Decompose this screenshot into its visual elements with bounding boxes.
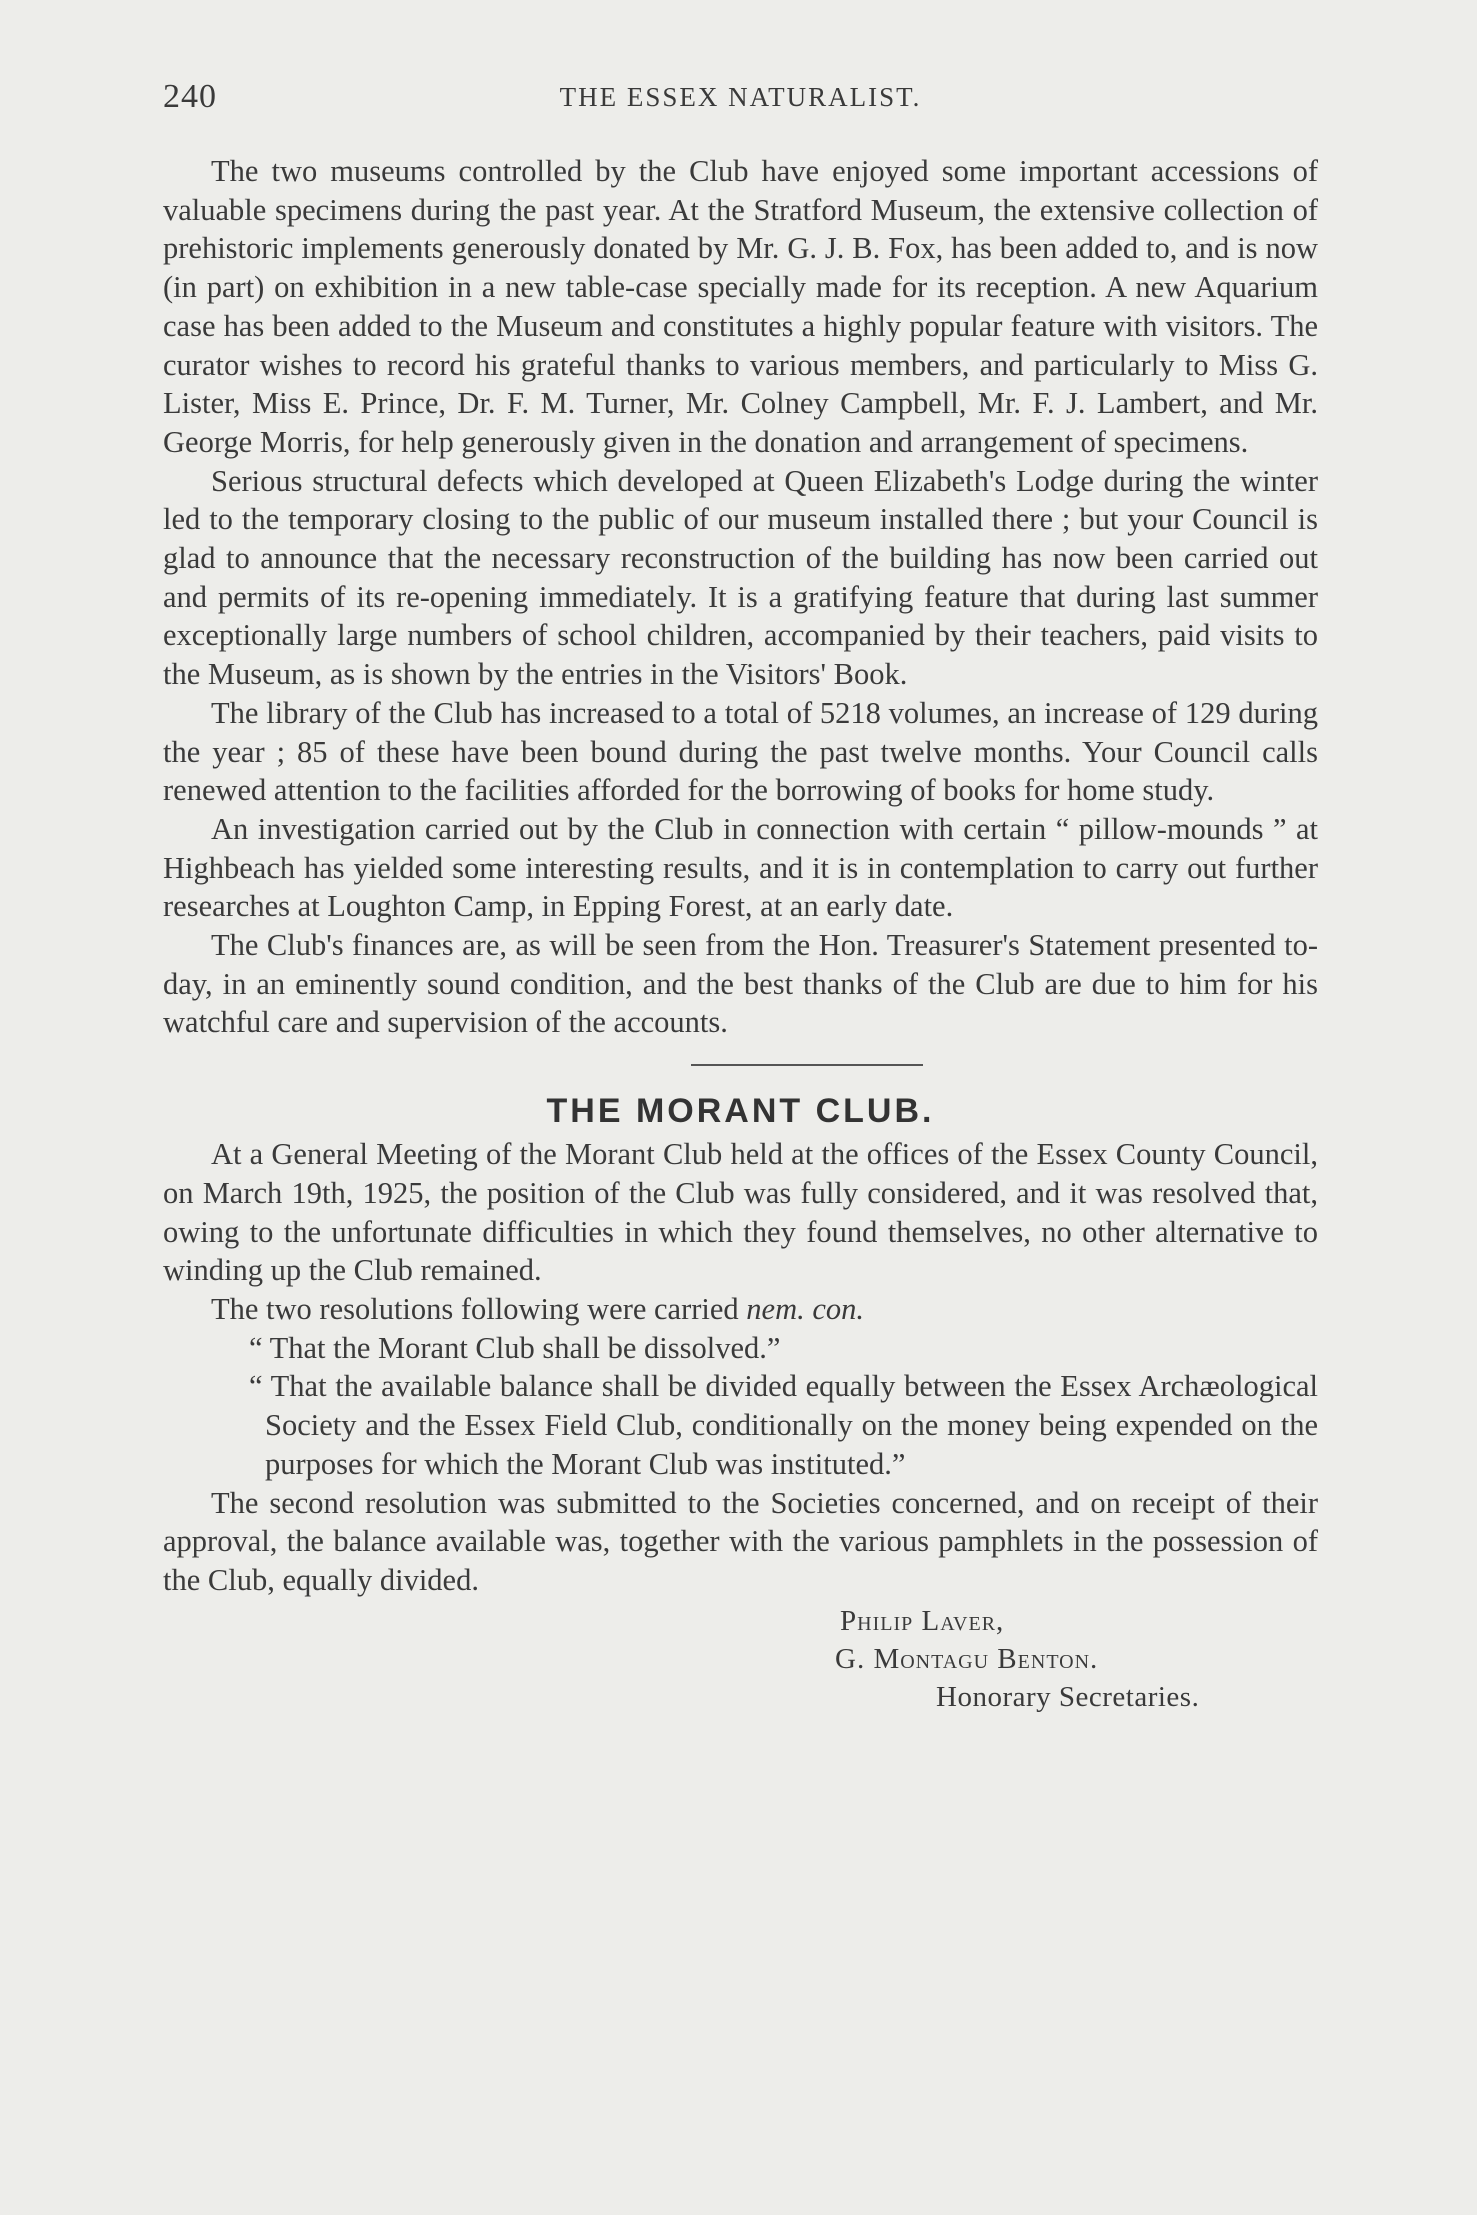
- paragraph-resolutions-lead: [163, 1290, 1318, 1329]
- paragraph-library: The library of the Club has increased to a total of 5218 volumes, an increase of 129 during the year ; 85 of these have been bound during the past twelve months. Your Council calls renewed attention to the facilities afforded for the borrowing of books for home study.: [163, 695, 1318, 808]
- signature-philip-laver: Philip Laver,: [840, 1604, 1005, 1637]
- page-header: [163, 78, 1318, 118]
- page-number: 240: [163, 78, 217, 115]
- paragraph-queen-elizabeth-lodge: Serious structural defects which developed at Queen Elizabeth's Lodge during the winter led to the temporary closing to the public of our museum installed there ; but your Council is glad to announce that the necessary reconstruction of the building has now been carried out and permits of its re-opening immediately. It is a gratifying feature that during last summer exceptionally large numbers of school children, accompanied by their teachers, paid visits to the Museum, as is shown by the entries in the Visitors' Book.: [163, 463, 1318, 692]
- resolutions-lead-italic: nem. con.: [746, 1291, 865, 1326]
- section-heading-morant-club: THE MORANT CLUB.: [546, 1092, 935, 1131]
- signature-montagu-benton: G. Montagu Benton.: [835, 1642, 1099, 1675]
- body-text: [163, 152, 1318, 1716]
- paragraph-museums: The two museums controlled by the Club have enjoyed some important accessions of valuable specimens during the past year. At the Stratford Museum, the extensive collection of prehistoric implements generously donated by Mr. G. J. B. Fox, has been added to, and is now (in part) on exhibition in a new table-case specially made for its reception. A new Aquarium case has been added to the Museum and constitutes a highly popular feature with visitors. The curator wishes to record his grateful thanks to various members, and particularly to Miss G. Lister, Miss E. Prince, Dr. F. M. Turner, Mr. Colney Campbell, Mr. F. J. Lambert, and Mr. George Morris, for help generously given in the donation and arrangement of specimens.: [163, 154, 1318, 459]
- resolutions-lead-text: The two resolutions following were carried: [211, 1291, 739, 1326]
- signature-role: Honorary Secretaries.: [936, 1680, 1200, 1713]
- paragraph-finances: The Club's finances are, as will be seen from the Hon. Treasurer's Statement presented to-day, in an eminently sound condition, and the best thanks of the Club are due to him for his watchful care and supervision of the accounts.: [163, 928, 1318, 1040]
- paragraph-pillow-mounds: An investigation carried out by the Club in connection with certain “ pillow-mounds ” at Highbeach has yielded some interesting results, and it is in contemplation to carry out further researches at Loughton Camp, in Epping Forest, at an early date.: [163, 811, 1318, 924]
- paragraph-morant-intro: At a General Meeting of the Morant Club held at the offices of the Essex County Council, on March 19th, 1925, the position of the Club was fully considered, and it was resolved that, owing to the unfortunate difficulties in which they found themselves, no other alternative to winding up the Club remained.: [163, 1137, 1318, 1288]
- resolution-2: “ That the available balance shall be divided equally between the Essex Archæological Society and the Essex Field Club, conditionally on the money being expended on the purposes for which the Morant Club was instituted.”: [249, 1369, 1318, 1481]
- signature-block: [163, 1602, 1318, 1716]
- paragraph-morant-conclusion: The second resolution was submitted to the Societies concerned, and on receipt of their approval, the balance available was, together with the various pamphlets in the possession of the Club, equally divided.: [163, 1485, 1318, 1597]
- resolution-1: “ That the Morant Club shall be dissolved.”: [249, 1330, 781, 1365]
- running-title: THE ESSEX NATURALIST.: [559, 82, 922, 112]
- section-divider: [691, 1064, 923, 1066]
